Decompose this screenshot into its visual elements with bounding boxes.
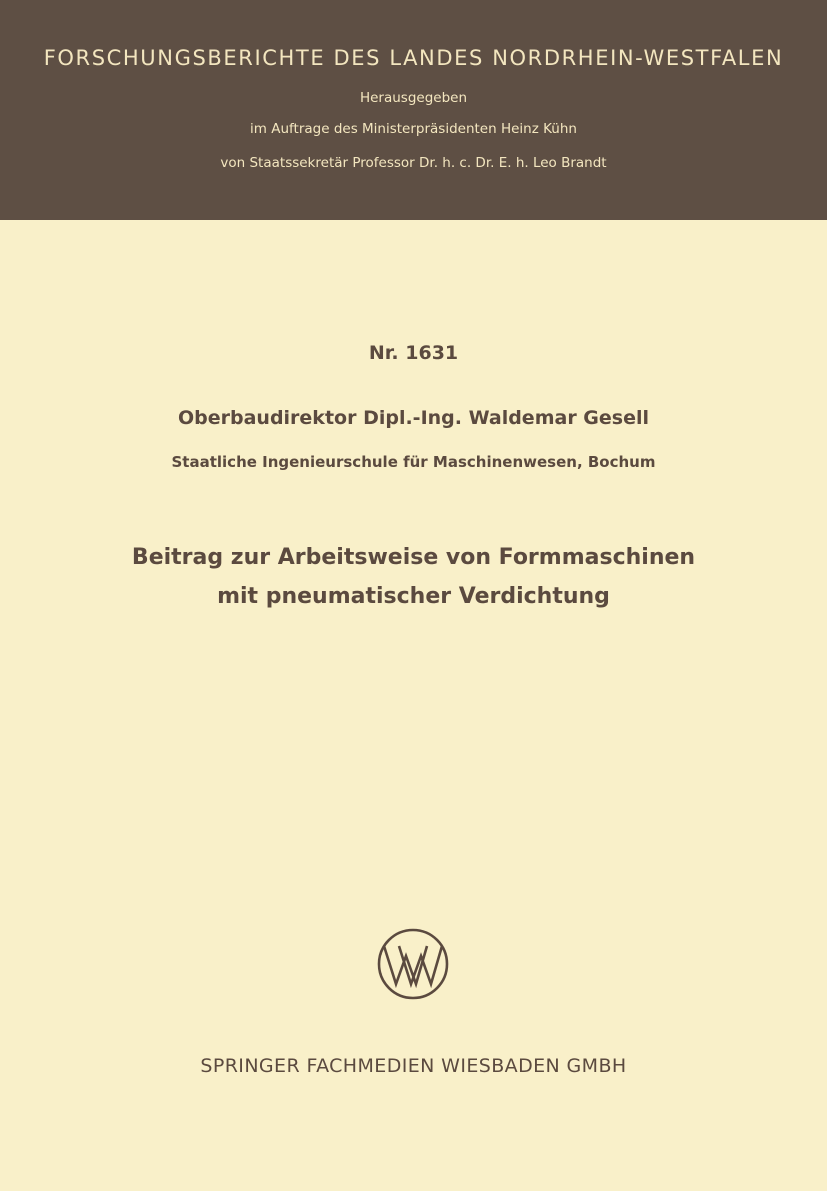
author-institution: Staatliche Ingenieurschule für Maschinenwesen, Bochum xyxy=(171,453,656,471)
editor-line-3: von Staatssekretär Professor Dr. h. c. Dr. E. h. Leo Brandt xyxy=(220,155,607,171)
publisher-name: SPRINGER FACHMEDIEN WIESBADEN GMBH xyxy=(200,1055,627,1077)
editor-line-1: Herausgegeben xyxy=(359,90,468,106)
author-name: Oberbaudirektor Dipl.-Ing. Waldemar Gesell xyxy=(177,407,650,429)
book-title-line-2: mit pneumatischer Verdichtung xyxy=(217,584,610,609)
series-title: FORSCHUNGSBERICHTE DES LANDES NORDRHEIN-WESTFALEN xyxy=(43,46,784,70)
book-title-line-1: Beitrag zur Arbeitsweise von Formmaschinen xyxy=(131,545,696,570)
report-number: Nr. 1631 xyxy=(368,342,459,364)
editor-line-2: im Auftrage des Ministerpräsidenten Heinz Kühn xyxy=(250,121,577,137)
publisher-ww-logo-icon xyxy=(377,928,449,1000)
header-band xyxy=(0,0,827,220)
